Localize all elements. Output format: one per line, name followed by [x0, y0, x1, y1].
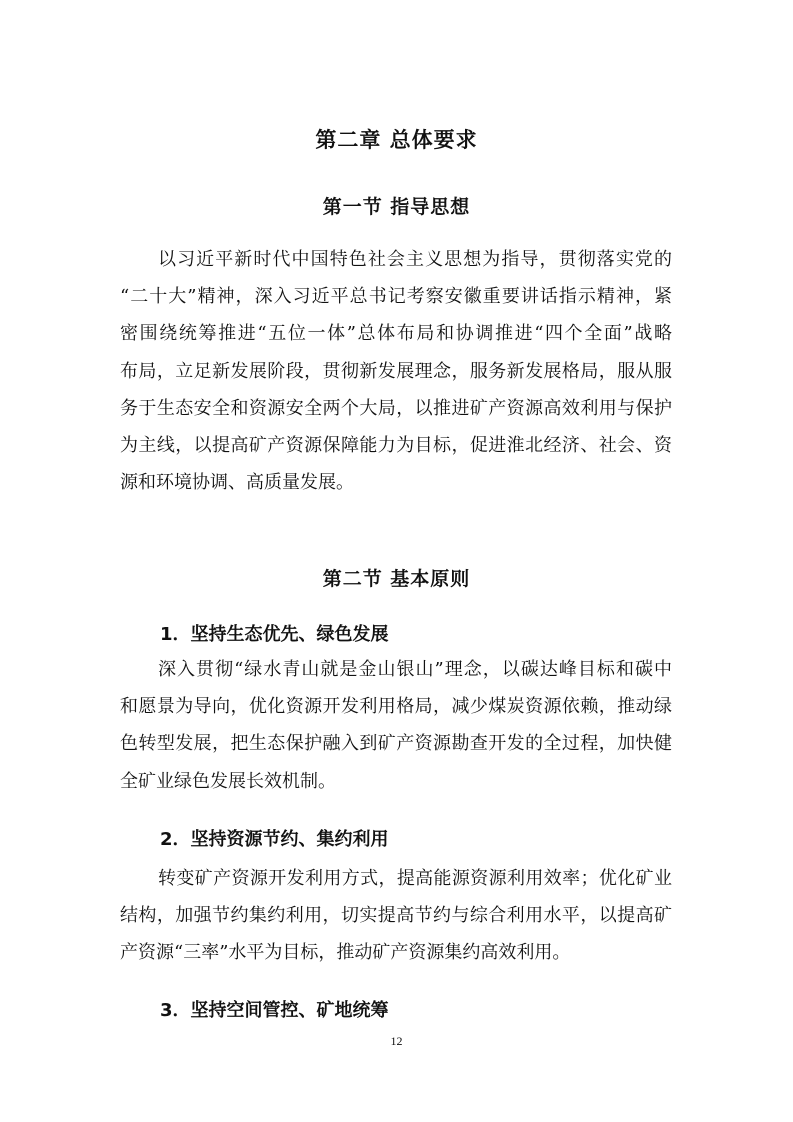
paragraph-line: 和愿景为导向，优化资源开发利用格局，减少煤炭资源依赖，推动绿 [120, 696, 672, 718]
page-number: 12 [390, 1034, 403, 1048]
principle-heading-1: 1．坚持生态优先、绿色发展 [160, 624, 389, 645]
paragraph-line: 源和环境协调、高质量发展。 [120, 472, 354, 494]
paragraph-line: 密围绕统筹推进“五位一体”总体布局和协调推进“四个全面”战略 [120, 323, 672, 345]
paragraph-line: “二十大”精神，深入习近平总书记考察安徽重要讲话指示精神，紧 [120, 286, 672, 308]
paragraph-line: 务于生态安全和资源安全两个大局，以推进矿产资源高效利用与保护 [120, 397, 672, 419]
paragraph-line: 深入贯彻“绿水青山就是金山银山”理念，以碳达峰目标和碳中 [158, 659, 672, 680]
section-title-guiding-ideology: 第一节 指导思想 [322, 196, 471, 218]
paragraph-line: 转变矿产资源开发利用方式，提高能源资源利用效率；优化矿业 [158, 868, 672, 889]
paragraph-line: 结构，加强节约集约利用，切实提高节约与综合利用水平，以提高矿 [120, 905, 672, 927]
paragraph-line: 布局，立足新发展阶段，贯彻新发展理念，服务新发展格局，服从服 [120, 360, 672, 382]
paragraph-line: 色转型发展，把生态保护融入到矿产资源勘查开发的全过程，加快健 [120, 733, 672, 755]
paragraph-line: 为主线，以提高矿产资源保障能力为目标，促进淮北经济、社会、资 [120, 434, 672, 456]
paragraph-line: 产资源“三率”水平为目标，推动矿产资源集约高效利用。 [120, 942, 571, 964]
chapter-title: 第二章 总体要求 [315, 128, 478, 152]
section-title-basic-principles: 第二节 基本原则 [322, 568, 471, 590]
paragraph-line: 以习近平新时代中国特色社会主义思想为指导，贯彻落实党的 [158, 249, 672, 270]
principle-paragraph-1 [120, 651, 672, 800]
principle-heading-2: 2．坚持资源节约、集约利用 [160, 829, 389, 850]
guiding-ideology-paragraph [120, 241, 672, 501]
principle-heading-3: 3．坚持空间管控、矿地统筹 [160, 1000, 389, 1021]
principle-paragraph-2 [120, 860, 672, 972]
paragraph-line: 全矿业绿色发展长效机制。 [120, 770, 336, 792]
